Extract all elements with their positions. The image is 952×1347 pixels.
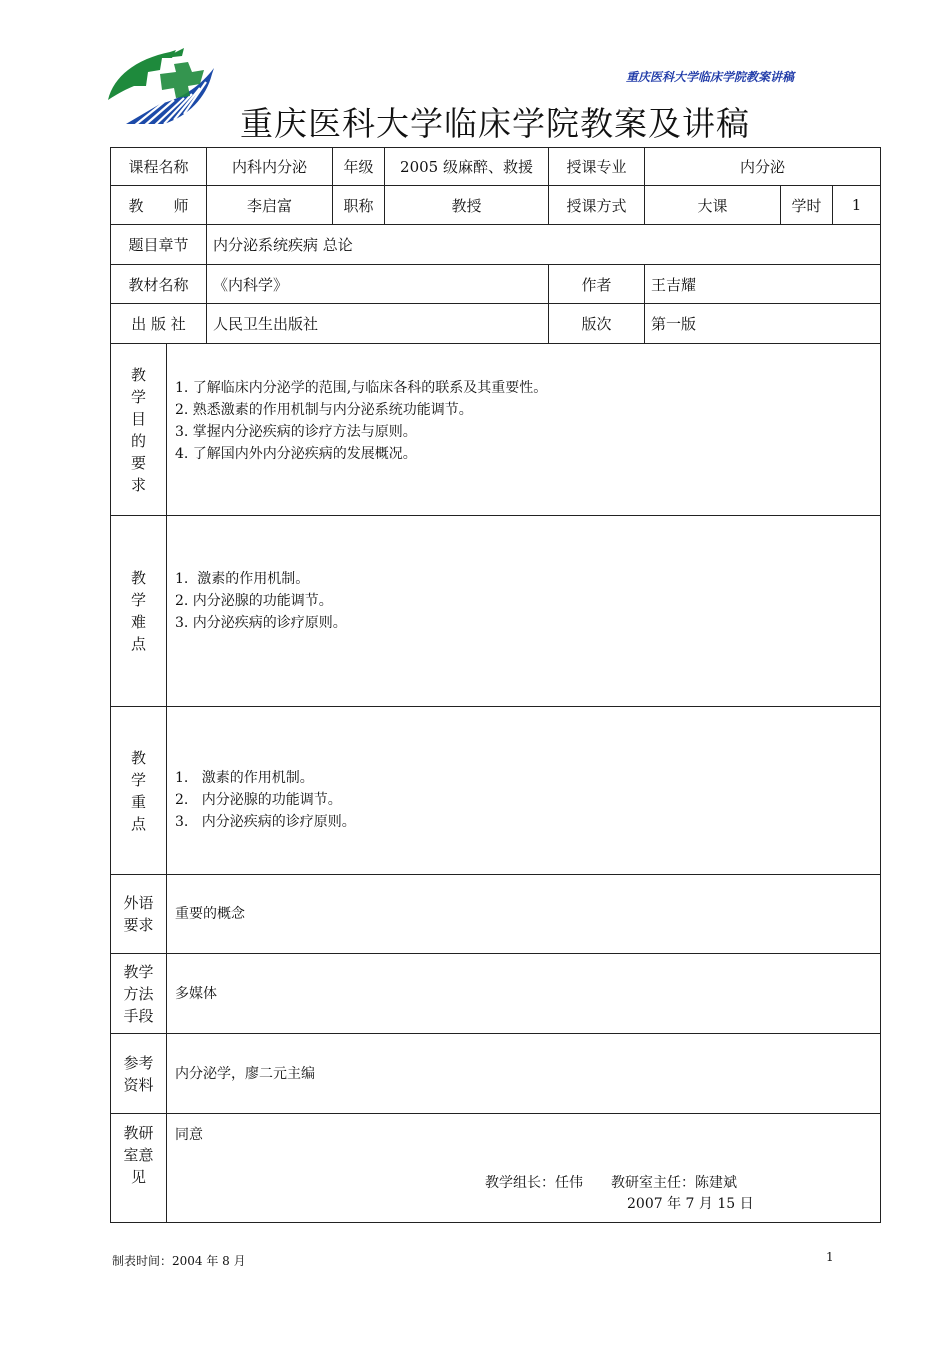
edition-label: 版次: [549, 304, 645, 344]
publisher-value: 人民卫生出版社: [207, 304, 549, 344]
textbook-value: 《内科学》: [207, 265, 549, 304]
teacher-value: 李启富: [207, 186, 333, 225]
lesson-plan-table: [110, 147, 881, 1223]
header-tag: 重庆医科大学临床学院教案讲稿: [626, 70, 795, 84]
rank-label: 职称: [333, 186, 385, 225]
references-value: 内分泌学，廖二元主编: [167, 1034, 881, 1114]
page-number: 1: [826, 1250, 834, 1264]
grade-value: 2005 级麻醉、救援: [385, 148, 549, 186]
difficulty-item: 1. 激素的作用机制。: [175, 571, 310, 587]
opinion-label: 教研 室意 见: [111, 1114, 167, 1223]
author-label: 作者: [549, 265, 645, 304]
foreign-value: 重要的概念: [167, 875, 881, 954]
teaching-method-label: 教学 方法 手段: [111, 954, 167, 1034]
objective-item: 2. 熟悉激素的作用机制与内分泌系统功能调节。: [175, 402, 473, 418]
key-point-item: 1. 激素的作用机制。: [175, 770, 314, 786]
chapter-value: 内分泌系统疾病 总论: [207, 225, 881, 265]
objectives-content: [167, 344, 881, 516]
method-value: 大课: [645, 186, 781, 225]
publisher-label: 出 版 社: [111, 304, 207, 344]
difficulties-content: [167, 516, 881, 707]
major-value: 内分泌: [645, 148, 881, 186]
method-label: 授课方式: [549, 186, 645, 225]
hours-label: 学时: [781, 186, 833, 225]
page-title: 重庆医科大学临床学院教案及讲稿: [240, 104, 750, 143]
key-point-item: 3. 内分泌疾病的诊疗原则。: [175, 814, 356, 830]
author-value: 王吉耀: [645, 265, 881, 304]
teacher-label: 教 师: [111, 186, 207, 225]
textbook-label: 教材名称: [111, 265, 207, 304]
chapter-label: 题目章节: [111, 225, 207, 265]
key-points-label: 教 学 重 点: [111, 707, 167, 875]
teaching-method-value: 多媒体: [167, 954, 881, 1034]
difficulty-item: 2. 内分泌腺的功能调节。: [175, 593, 333, 609]
objectives-label: 教 学 目 的 要 求: [111, 344, 167, 516]
hours-value: 1: [833, 186, 881, 225]
opinion-date: 2007 年 7 月 15 日: [627, 1196, 754, 1212]
key-point-item: 2. 内分泌腺的功能调节。: [175, 792, 342, 808]
difficulty-item: 3. 内分泌疾病的诊疗原则。: [175, 615, 347, 631]
objective-item: 1. 了解临床内分泌学的范围,与临床各科的联系及其重要性。: [175, 380, 548, 396]
objective-item: 4. 了解国内外内分泌疾病的发展概况。: [175, 446, 417, 462]
key-points-content: [167, 707, 881, 875]
rank-value: 教授: [385, 186, 549, 225]
opinion-signature: 教学组长：任伟 教研室主任：陈建斌: [485, 1175, 737, 1191]
opinion-value: 同意: [175, 1127, 203, 1143]
logo-icon: [104, 44, 216, 128]
edition-value: 第一版: [645, 304, 881, 344]
major-label: 授课专业: [549, 148, 645, 186]
footer-made-time: 制表时间：2004 年 8 月: [112, 1254, 246, 1268]
references-label: 参考 资料: [111, 1034, 167, 1114]
course-value: 内科内分泌: [207, 148, 333, 186]
difficulties-label: 教 学 难 点: [111, 516, 167, 707]
foreign-label: 外语 要求: [111, 875, 167, 954]
grade-label: 年级: [333, 148, 385, 186]
objective-item: 3. 掌握内分泌疾病的诊疗方法与原则。: [175, 424, 417, 440]
opinion-content: [167, 1114, 881, 1223]
course-label: 课程名称: [111, 148, 207, 186]
